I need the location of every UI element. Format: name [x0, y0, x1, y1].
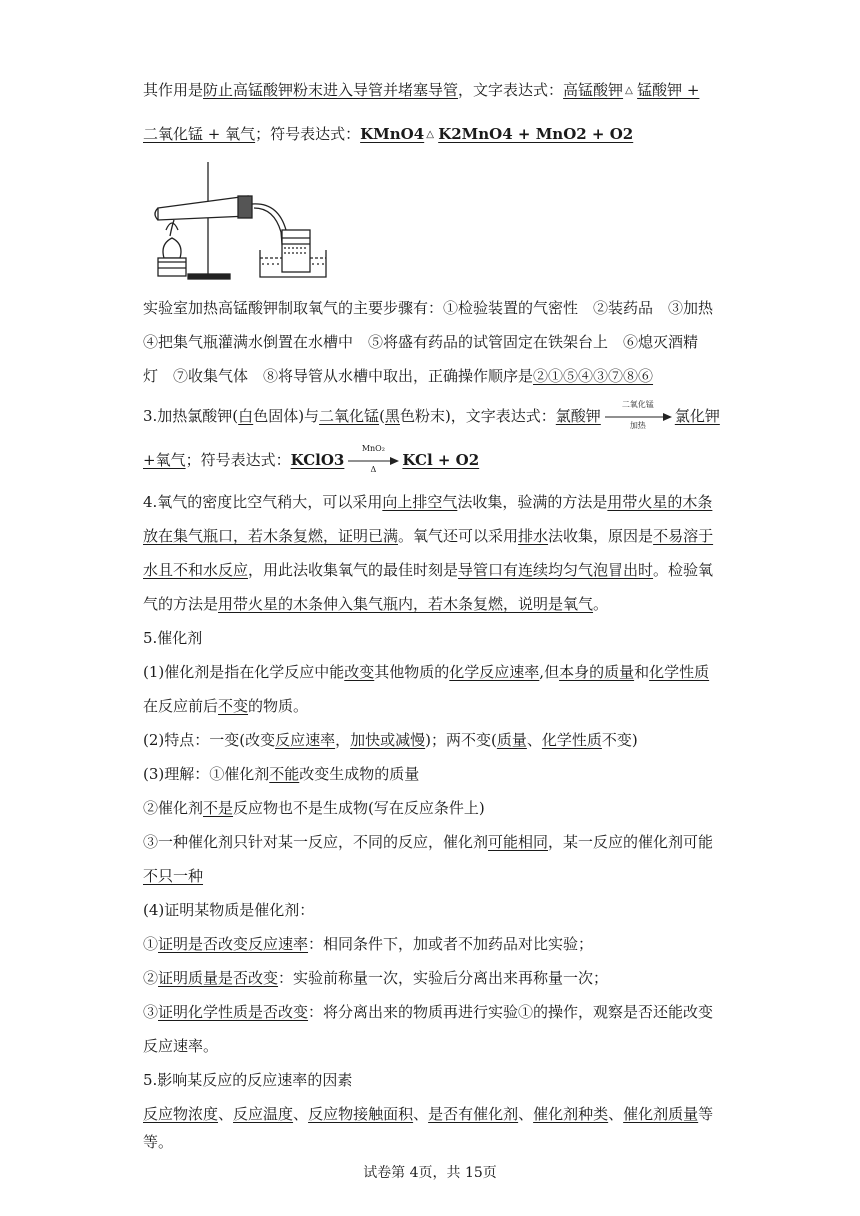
catalyst-definition-line-1: (1)催化剂是指在化学反应中能改变其他物质的化学反应速率,但本身的质量和化学性质 — [143, 663, 710, 681]
answer-blank: 反应温度 — [233, 1105, 294, 1123]
formula: KClO3 — [290, 451, 345, 469]
formula: KCl + O2 — [402, 451, 480, 469]
prove-catalyst-title: (4)证明某物质是催化剂： — [143, 901, 315, 919]
text: ；符号表达式： — [255, 125, 361, 143]
steps-line-2: ④把集气瓶灌满水倒置在水槽中 ⑤将盛有药品的试管固定在铁架台上 ⑥熄灭酒精 — [143, 333, 699, 351]
section-3-line-1: 3.加热氯酸钾(白色固体)与二氧化锰(黑色粉末)，文字表达式：氯酸钾 二氧化锰 加热 氯化钾 — [143, 400, 720, 430]
page-footer: 试卷第 4页，共 15页 — [363, 1165, 497, 1181]
steps-line-3 — [143, 366, 653, 386]
answer-blank: 防止高锰酸钾粉末进入导管并堵塞导管 — [203, 81, 459, 99]
oxygen-apparatus-diagram — [150, 158, 330, 280]
answer-blank: 锰酸钾 + — [637, 81, 700, 99]
answer-blank: 加快或减慢 — [350, 731, 426, 749]
formula: KMnO4 — [360, 125, 425, 143]
rate-factors-line-1: 反应物浓度、反应温度、反应物接触面积、是否有催化剂、催化剂种类、催化剂质量等 — [143, 1105, 714, 1123]
section-4-line-2: 放在集气瓶口，若木条复燃，证明已满。氧气还可以采用排水法收集，原因是不易溶于 — [143, 527, 714, 545]
answer-blank: 向上排空气 — [382, 493, 458, 511]
answer-blank: 导管口有连续均匀气泡冒出时 — [458, 561, 654, 579]
section-4-line-3: 水且不和水反应，用此法收集氧气的最佳时刻是导管口有连续均匀气泡冒出时。检验氧 — [143, 561, 714, 579]
section-3-line-2: +氧气；符号表达式：KClO3 MnO₂ Δ KCl + O2 — [143, 444, 480, 474]
answer-blank: 二氧化锰 — [319, 407, 380, 425]
answer-blank: 反应速率 — [275, 731, 336, 749]
answer-blank: 证明质量是否改变 — [158, 969, 279, 987]
understanding-line-4: 不只一种 — [143, 867, 204, 885]
prove-step-3-cont: 反应速率。 — [143, 1037, 219, 1055]
prove-step-3: ③证明化学性质是否改变：将分离出来的物质再进行实验①的操作，观察是否还能改变 — [143, 1003, 714, 1021]
understanding-line-2: ②催化剂不是反应物也不是生成物(写在反应条件上) — [143, 799, 485, 817]
answer-blank: 催化剂质量 — [623, 1105, 699, 1123]
answer-blank: 化学反应速率 — [449, 663, 540, 681]
rate-factors-line-2: 等。 — [143, 1133, 174, 1151]
answer-blank: 不易溶于 — [653, 527, 714, 545]
answer-blank: ②①⑤④③⑦⑧⑥ — [533, 367, 654, 385]
answer-blank: 放在集气瓶口，若木条复燃，证明已满 — [143, 527, 399, 545]
answer-blank: 黑 — [384, 407, 400, 425]
catalyst-definition-line-2: 在反应前后不变的物质。 — [143, 697, 309, 715]
formula: K2MnO4 + MnO2 + O2 — [438, 125, 634, 143]
answer-blank: 白 — [238, 407, 254, 425]
text: ，文字表达式： — [458, 81, 564, 99]
answer-blank: 不变 — [218, 697, 249, 715]
answer-blank: 证明是否改变反应速率 — [158, 935, 309, 953]
answer-blank: 不能 — [269, 765, 300, 783]
answer-blank: 化学性质 — [541, 731, 602, 749]
answer-blank: 是否有催化剂 — [428, 1105, 519, 1123]
answer-blank: 用带火星的木条伸入集气瓶内，若木条复燃，说明是氧气 — [218, 595, 594, 613]
section-4-line-1: 4.氧气的密度比空气稍大，可以采用向上排空气法收集，验满的方法是用带火星的木条 — [143, 493, 713, 511]
answer-blank: 不是 — [203, 799, 234, 817]
steps-line-1: 实验室加热高锰酸钾制取氧气的主要步骤有：①检验装置的气密性 ②装药品 ③加热 — [143, 299, 714, 317]
answer-blank: 水且不和水反应 — [143, 561, 249, 579]
section-5-title: 5.催化剂 — [143, 629, 203, 647]
reaction-arrow: 二氧化锰 加热 — [603, 410, 673, 424]
answer-blank: 二氧化锰 + 氧气 — [143, 125, 256, 143]
prove-step-2: ②证明质量是否改变：实验前称量一次，实验后分离出来再称量一次； — [143, 969, 609, 987]
section-4-line-4: 气的方法是用带火星的木条伸入集气瓶内，若木条复燃，说明是氧气。 — [143, 595, 609, 613]
answer-blank: 改变 — [344, 663, 375, 681]
understanding-line-1: (3)理解：①催化剂不能改变生成物的质量 — [143, 765, 420, 783]
answer-blank: 化学性质 — [649, 663, 710, 681]
text: 灯 ⑦收集气体 ⑧将导管从水槽中取出，正确操作顺序是 — [143, 367, 534, 385]
prove-step-1: ①证明是否改变反应速率：相同条件下，加或者不加药品对比实验； — [143, 935, 594, 953]
answer-blank: 用带火星的木条 — [607, 493, 713, 511]
answer-blank: 质量 — [496, 731, 527, 749]
answer-blank: 催化剂种类 — [533, 1105, 609, 1123]
answer-blank: 证明化学性质是否改变 — [158, 1003, 309, 1021]
answer-blank: 反应物浓度 — [143, 1105, 219, 1123]
understanding-line-3: ③一种催化剂只针对某一反应，不同的反应，催化剂可能相同，某一反应的催化剂可能 — [143, 833, 714, 851]
answer-blank: 本身的质量 — [559, 663, 635, 681]
text: 其作用是 — [143, 81, 204, 99]
answer-blank: 高锰酸钾 — [563, 81, 624, 99]
section-6-title: 5.影响某反应的反应速率的因素 — [143, 1071, 353, 1089]
reaction-arrow: MnO₂ Δ — [346, 454, 400, 468]
answer-blank: +氧气 — [143, 451, 186, 469]
answer-blank: 排水 — [518, 527, 549, 545]
answer-blank: 氯酸钾 — [555, 407, 601, 425]
line-formula: 二氧化锰 + 氧气；符号表达式：KMnO4 △ K2MnO4 + MnO2 + O2 — [143, 125, 634, 143]
catalyst-features: (2)特点：一变(改变反应速率，加快或减慢)；两不变(质量、化学性质不变) — [143, 731, 638, 749]
answer-blank: 氯化钾 — [674, 407, 720, 425]
answer-blank: 反应物接触面积 — [308, 1105, 414, 1123]
line-purpose: 其作用是防止高锰酸钾粉末进入导管并堵塞导管，文字表达式：高锰酸钾 △ 锰酸钾 + — [143, 81, 700, 99]
answer-blank: 可能相同 — [488, 833, 549, 851]
